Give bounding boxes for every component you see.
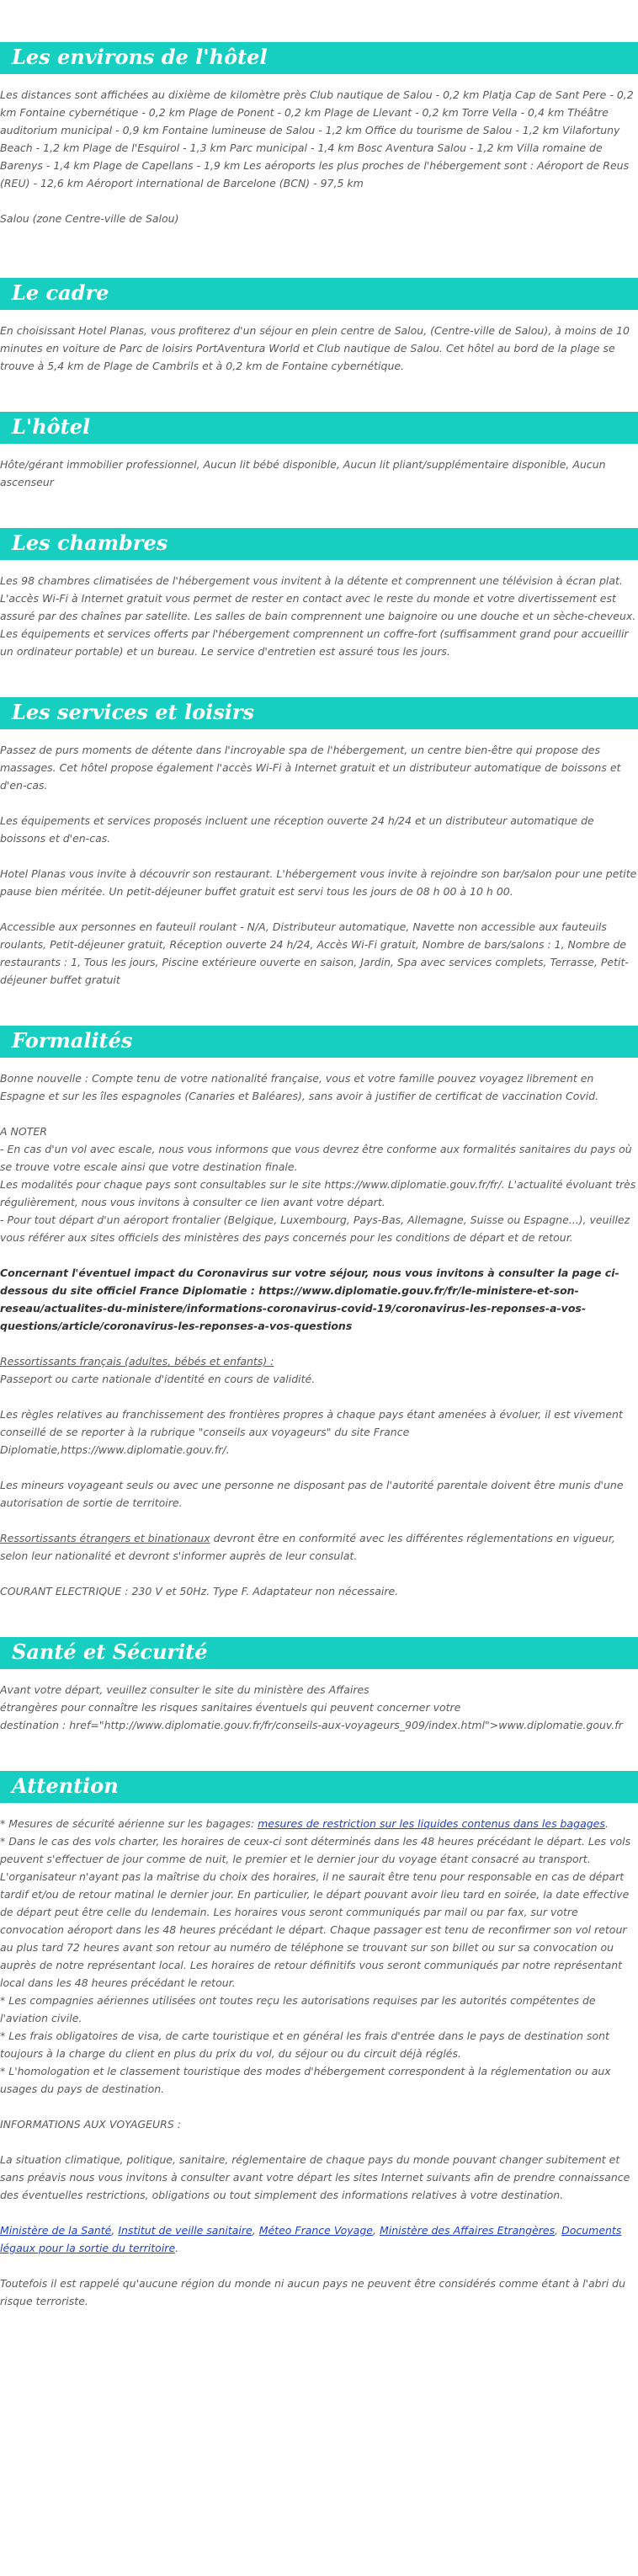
link-institut-veille-sanitaire[interactable]: Institut de veille sanitaire [118, 2224, 253, 2237]
link-documents-legaux[interactable]: Documents légaux pour la sortie du territoire [0, 2224, 622, 2254]
foreign-nationals-text: devront être en conformité avec les différentes réglementations en vigueur, selon leur nationalité et devront s'informer auprès de leur consulat. [0, 1532, 615, 1562]
covid-notice: Concernant l'éventuel impact du Coronavirus sur votre séjour, nous vous invitons à consulter la page ci-dessous du site officiel France Diplomatie : https://www.diplomatie.gouv.fr/fr/le-ministere-et-son-reseau/actualites-du-ministere/informations-coronavirus-covid-19/coronavirus-les-reponses-a-vos-questions/article/coronavirus-les-reponses-a-vos-questions [0, 1267, 619, 1332]
border-rules-text: Les règles relatives au franchissement des frontières propres à chaque pays étant amenées à évoluer, il est vivement conseillé de se reporter à la rubrique "conseils aux voyageurs" du site France Diplomatie,https://www.diplomatie.gouv.fr/. [0, 1408, 623, 1456]
minors-text: Les mineurs voyageant seuls ou avec une personne ne disposant pas de l'autorité parentale doivent être munis d'une autorisation de sortie de territoire. [0, 1479, 624, 1509]
sante-line: Avant votre départ, veuillez consulter le site du ministère des Affaires [0, 1683, 370, 1696]
section-title: Les chambres [0, 528, 638, 560]
info-voyageurs-heading: INFORMATIONS AUX VOYAGEURS : [0, 2118, 181, 2131]
punctuation: . [175, 2242, 179, 2254]
link-meteo-france-voyage[interactable]: Méteo France Voyage [258, 2224, 373, 2237]
visa-fees-text: * Les frais obligatoires de visa, de carte touristique et en général les frais d'entrée dans le pays de destination sont toujours à la charge du client en plus du prix du vol, du séjour ou du circuit déjà réglés. [0, 2029, 609, 2060]
sante-line: destination : href="http://www.diplomatie.gouv.fr/fr/conseils-aux-voyageurs_909/index.html">www.diplomatie.gouv.fr [0, 1719, 623, 1731]
section-cadre [0, 278, 638, 375]
services-reception-text: Les équipements et services proposés incluent une réception ouverte 24 h/24 et un distributeur automatique de boissons et d'en-cas. [0, 814, 594, 845]
airlines-text: * Les compagnies aériennes utilisées ont toutes reçu les autorisations requises par les autorités compétentes de l'aviation civile. [0, 1994, 596, 2024]
cadre-text: En choisissant Hotel Planas, vous profiterez d'un séjour en plein centre de Salou, (Centre-ville de Salou), à moins de 10 minutes en voiture de Parc de loisirs PortAventura World et Club nautique de Salou. Cet hôtel au bord de la plage se trouve à 5,4 km de Plage de Cambrils et à 0,2 km de Fontaine cybernétique. [0, 324, 630, 372]
section-title: Santé et Sécurité [0, 1637, 638, 1669]
section-title: Les services et loisirs [0, 697, 638, 729]
link-affaires-etrangeres[interactable]: Ministère des Affaires Etrangères [379, 2224, 556, 2237]
section-formalites [0, 1026, 638, 1600]
foreign-nationals-heading: Ressortissants étrangers et binationaux [0, 1532, 210, 1544]
punctuation: . [604, 1817, 609, 1830]
separator: , [372, 2224, 380, 2237]
section-attention [0, 1771, 638, 2310]
chambres-text: Les 98 chambres climatisées de l'hébergement vous invitent à la détente et comprennent une télévision à écran plat. L'accès Wi-Fi à Internet gratuit vous permet de rester en contact avec le reste du monde et votre divertissement est assuré par des chaînes par satellite. Les salles de bain comprennent une baignoire ou une douche et un sèche-cheveux. Les équipements et services offerts par l'hébergement comprennent un coffre-fort (suffisamment grand pour accueillir un ordinateur portable) et un bureau. Le service d'entretien est assuré tous les jours. [0, 574, 636, 658]
note-line: Les modalités pour chaque pays sont consultables sur le site https://www.diplomatie.gouv.fr/fr/. L'actualité évoluant très régulièrement, nous vous invitons à consulter ce lien avant votre départ. [0, 1178, 636, 1208]
formalites-note [0, 1123, 638, 1246]
charter-flights-text: * Dans le cas des vols charter, les horaires de ceux-ci sont déterminés dans les 48 heures précédant le départ. Les vols peuvent s'effectuer de jour comme de nuit, le premier et le dernier jour du voyage étant consacré au transport. L'organisateur n'ayant pas la maîtrise du choix des horaires, il ne saurait être tenu pour responsable en cas de départ tardif et/ou de retour matinal le dernier jour. En particulier, le départ pouvant avoir lieu tard en soirée, la date effective de départ peut être celle du lendemain. Les horaires vous seront communiqués par mail ou par fax, sur votre convocation aéroport dans les 48 heures précédant le départ. Chaque passager est tenu de reconfirmer son vol retour au plus tard 72 heures avant son retour au numéro de téléphone se trouvant sur son billet ou sur sa convocation ou auprès de notre représentant local. Les horaires de retour définitifs vous seront communiqués par notre représentant local dans les 48 heures précédant le retour. [0, 1835, 631, 1989]
services-restaurant-text: Hotel Planas vous invite à découvrir son restaurant. L'hébergement vous invite à rejoindre son bar/salon pour une petite pause bien méritée. Un petit-déjeuner buffet gratuit est servi tous les jours de 08 h 00 à 10 h 00. [0, 867, 637, 898]
sante-text [0, 1681, 638, 1734]
section-hotel [0, 412, 638, 491]
french-nationals [0, 1352, 638, 1388]
formalites-intro-text: Bonne nouvelle : Compte tenu de votre nationalité française, vous et votre famille pouvez voyagez librement en Espagne et sur les îles espagnoles (Canaries et Baléares), sans avoir à justifier de certificat de vaccination Covid. [0, 1072, 599, 1102]
services-amenities-text: Accessible aux personnes en fauteuil roulant - N/A, Distributeur automatique, Navette non accessible aux fauteuils roulants, Petit-déjeuner gratuit, Réception ouverte 24 h/24, Accès Wi-Fi gratuit, Nombre de bars/salons : 1, Nombre de restaurants : 1, Tous les jours, Piscine extérieure ouverte en saison, Jardin, Spa avec services complets, Terrasse, Petit-déjeuner buffet gratuit [0, 920, 629, 986]
section-title: Formalités [0, 1026, 638, 1058]
attention-bullets [0, 1815, 638, 2098]
section-title: Les environs de l'hôtel [0, 42, 638, 74]
note-line: - Pour tout départ d'un aéroport frontalier (Belgique, Luxembourg, Pays-Bas, Allemagne, Suisse ou Espagne...), veuillez vous référer aux sites officiels des ministères des pays concernés pour les conditions de départ et de retour. [0, 1213, 630, 1244]
section-sante [0, 1637, 638, 1734]
classification-text: * L'homologation et le classement touristique des modes d'hébergement correspondent à la réglementation ou aux usages du pays de destination. [0, 2065, 611, 2095]
french-nationals-text: Passeport ou carte nationale d'identité en cours de validité. [0, 1373, 316, 1385]
separator: , [555, 2224, 562, 2237]
environs-zone-text: Salou (zone Centre-ville de Salou) [0, 212, 179, 225]
link-ministere-sante[interactable]: Ministère de la Santé [0, 2224, 112, 2237]
hotel-text: Hôte/gérant immobilier professionnel, Aucun lit bébé disponible, Aucun lit pliant/supplémentaire disponible, Aucun ascenseur [0, 458, 606, 488]
section-title: Le cadre [0, 278, 638, 310]
section-title: Attention [0, 1771, 638, 1803]
terrorism-risk-text: Toutefois il est rappelé qu'aucune région du monde ni aucun pays ne peuvent être considérés comme étant à l'abri du risque terroriste. [0, 2277, 626, 2307]
baggage-measure-text: * Mesures de sécurité aérienne sur les bagages: [0, 1817, 258, 1830]
note-heading: A NOTER [0, 1125, 47, 1138]
foreign-nationals [0, 1529, 638, 1565]
note-line: - En cas d'un vol avec escale, nous vous informons que vous devrez être conforme aux formalités sanitaires du pays où se trouve votre escale ainsi que votre destination finale. [0, 1143, 632, 1173]
section-environs [0, 42, 638, 227]
liquids-restriction-link[interactable]: mesures de restriction sur les liquides contenus dans les bagages [258, 1817, 605, 1830]
environs-distances-text: Les distances sont affichées au dixième de kilomètre près Club nautique de Salou - 0,2 km Platja Cap de Sant Pere - 0,2 km Fontaine cybernétique - 0,2 km Plage de Ponent - 0,2 km Plage de Llevant - 0,2 km Torre Vella - 0,4 km Théâtre auditorium municipal - 0,9 km Fontaine lumineuse de Salou - 1,2 km Office du tourisme de Salou - 1,2 km Vilafortuny Beach - 1,2 km Plage de l'Esquirol - 1,3 km Parc municipal - 1,4 km Bosc Aventura Salou - 1,2 km Villa romaine de Barenys - 1,4 km Plage de Capellans - 1,9 km Les aéroports les plus proches de l'hébergement sont : Aéroport de Reus (REU) - 12,6 km Aéroport international de Barcelone (BCN) - 97,5 km [0, 88, 634, 189]
section-services [0, 697, 638, 989]
separator: , [111, 2224, 119, 2237]
section-title: L'hôtel [0, 412, 638, 444]
section-chambres [0, 528, 638, 660]
info-voyageurs-text: La situation climatique, politique, sanitaire, réglementaire de chaque pays du monde pouvant changer subitement et sans préavis nous vous invitons à consulter avant votre départ les sites Internet suivants afin de prendre connaissance des éventuelles restrictions, obligations ou tout simplement des informations relatives à votre destination. [0, 2153, 630, 2201]
electric-current-text: COURANT ELECTRIQUE : 230 V et 50Hz. Type F. Adaptateur non nécessaire. [0, 1585, 399, 1597]
separator: , [252, 2224, 259, 2237]
official-links [0, 2221, 638, 2257]
sante-line: étrangères pour connaître les risques sanitaires éventuels qui peuvent concerner votre [0, 1701, 461, 1714]
services-spa-text: Passez de purs moments de détente dans l'incroyable spa de l'hébergement, un centre bien-être qui propose des massages. Cet hôtel propose également l'accès Wi-Fi à Internet gratuit et un distributeur automatique de boissons et d'en-cas. [0, 744, 621, 792]
french-nationals-heading: Ressortissants français (adultes, bébés et enfants) : [0, 1355, 274, 1368]
